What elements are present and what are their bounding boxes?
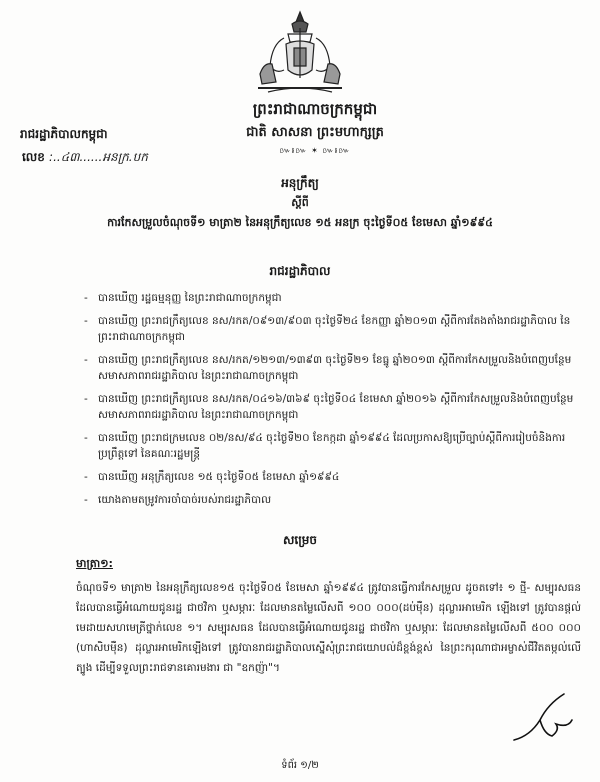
- national-motto: ជាតិ សាសនា ព្រះមហាក្សត្រ: [246, 125, 384, 140]
- preamble-heading: រាជរដ្ឋាភិបាល: [269, 264, 331, 278]
- clause-item: - បានឃើញ ព្រះរាជក្រឹត្យលេខ នស/រកត/០៩១៣/៩០៣ ចុះថ្ងៃទី២៤ ខែកញ្ញា ឆ្នាំ២០១៣ ស្ដីពីការតែងតាំងរាជរដ្ឋាភិបាល នៃព្រះរាជាណាចក្រកម្ពុជា: [84, 313, 584, 345]
- royal-coat-of-arms-icon: [250, 8, 350, 96]
- document-subject: ការកែសម្រួលចំណុចទី១ មាត្រា២ នៃអនុក្រឹត្យលេខ ១៥ អនក្រ ចុះថ្ងៃទី០៥ ខែមេសា ឆ្នាំ១៩៩៤: [107, 216, 493, 229]
- kingdom-name: ព្រះរាជាណាចក្រកម្ពុជា: [252, 100, 378, 118]
- ornament-divider: ៚៛៚ ✶ ៚៛៚: [279, 146, 351, 155]
- decision-heading: សម្រេច: [282, 533, 318, 547]
- clause-item: - បានឃើញ រដ្ឋធម្មនុញ្ញ នៃព្រះរាជាណាចក្រកម្ពុជា: [84, 290, 584, 306]
- document-number: [22, 149, 148, 167]
- document-number-label: លេខ: [22, 150, 45, 164]
- clause-item: - បានឃើញ ព្រះរាជក្រឹត្យលេខ នស/រកត/០៤១៦/៣៦៩ ចុះថ្ងៃទី០៤ ខែមេសា ឆ្នាំ២០១៦ ស្ដីពីការកែសម្រួលនិងបំពេញបន្ថែមសមាសភាពរាជរដ្ឋាភិបាល នៃព្រះរាជាណាចក្រកម្ពុជា: [84, 391, 584, 423]
- clause-item: - បានឃើញ ព្រះរាជក្រមលេខ ០២/នស/៩៤ ចុះថ្ងៃទី២០ ខែកក្កដា ឆ្នាំ១៩៩៤ ដែលប្រកាសឱ្យប្រើច្បាប់ស្ដីពីការរៀបចំនិងការប្រព្រឹត្តទៅ នៃគណៈរដ្ឋមន្ត្រី: [84, 430, 584, 462]
- article-1-text: ចំណុចទី១ មាត្រា២ នៃអនុក្រឹត្យលេខ១៥ ចុះថ្ងៃទី០៥ ខែមេសា ឆ្នាំ១៩៩៤ ត្រូវបានធ្វើការកែសម្រួល ដូចតទៅ៖ ១ ថ្មី- សម្បុរសធន ដែលបានធ្វើអំណោយជូនរដ្ឋ ជាថវិកា ឬសម្ភារៈ ដែលមានតម្លៃលើសពី ១០០ ០០០(ដប់ម៉ឺន) ដុល្លារអាមេរិក ឡើងទៅ ត្រូវបានផ្ដល់មេដាយសហមេត្រីថ្នាក់លេខ ១។ សម្បុរសធន ដែលបានធ្វើអំណោយជូនរដ្ឋ ជាថវិកា ឬសម្ភារៈ ដែលមានតម្លៃលើសពី ៥០០ ០០០ (ហាសិបម៉ឺន) ដុល្លារអាមេរិកឡើងទៅ ត្រូវបានរាជរដ្ឋាភិបាលស្នើសុំព្រះរាជយោបល់ដ៏ខ្ពង់ខ្ពស់ នៃព្រះករុណាជាអម្ចាស់ជីវិតតម្កល់លើត្បូង ដើម្បីទទួលព្រះរាជទានគោរមងារ ជា "ឧកញ៉ា"។: [76, 582, 581, 674]
- clause-item: - បានឃើញ អនុក្រឹត្យលេខ ១៥ ចុះថ្ងៃទី០៥ ខែមេសា ឆ្នាំ១៩៩៤: [84, 469, 584, 485]
- document-type: អនុក្រឹត្យ: [281, 176, 319, 190]
- clause-item: - យោងតាមតម្រូវការចាំបាច់របស់រាជរដ្ឋាភិបាល: [84, 492, 584, 508]
- preamble-clauses: [84, 290, 584, 515]
- issuing-authority: រាជរដ្ឋាភិបាលកម្ពុជា: [20, 127, 108, 141]
- title-on: ស្ដីពី: [291, 196, 309, 209]
- signature-icon: [510, 690, 575, 745]
- article-1-label: មាត្រា១:: [76, 557, 113, 570]
- page-number: ទំព័រ ១/២: [281, 760, 319, 771]
- document-number-value: :..៤៣......អនក្រ.បក: [49, 150, 148, 164]
- clause-item: - បានឃើញ ព្រះរាជក្រឹត្យលេខ នស/រកត/១២១៣/១៣៩៣ ចុះថ្ងៃទី២១ ខែធ្នូ ឆ្នាំ២០១៣ ស្ដីពីការកែសម្រួលនិងបំពេញបន្ថែមសមាសភាពរាជរដ្ឋាភិបាល នៃព្រះរាជាណាចក្រកម្ពុជា: [84, 352, 584, 384]
